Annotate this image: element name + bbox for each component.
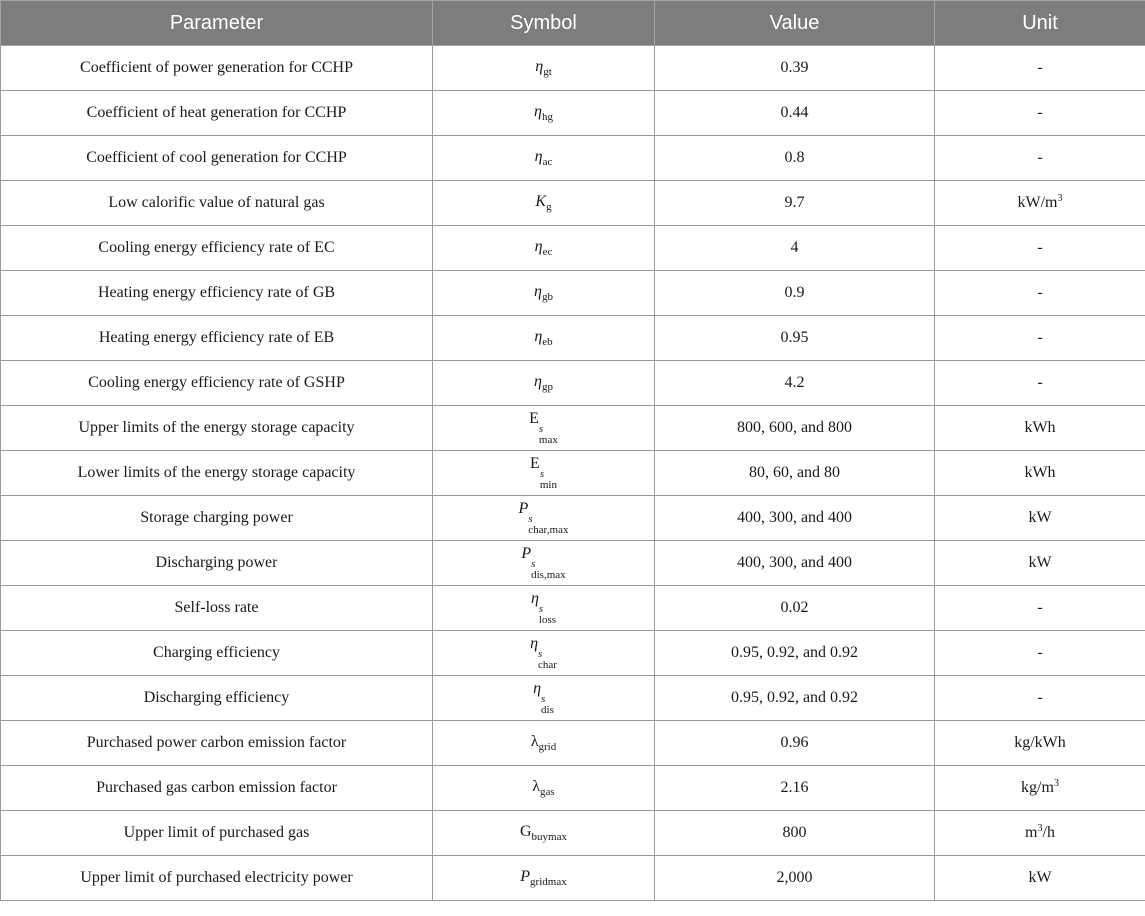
symbol-subscript: buymax <box>531 831 567 843</box>
cell-parameter: Coefficient of power generation for CCHP <box>1 46 433 91</box>
cell-parameter: Upper limits of the energy storage capacity <box>1 406 433 451</box>
cell-unit <box>935 811 1145 856</box>
cell-parameter: Self-loss rate <box>1 586 433 631</box>
table-row <box>1 361 1145 406</box>
cell-parameter: Cooling energy efficiency rate of GSHP <box>1 361 433 406</box>
cell-value: 0.9 <box>655 271 935 316</box>
unit-base: - <box>1037 644 1043 661</box>
cell-unit <box>935 676 1145 721</box>
symbol-superscript: s <box>538 648 543 660</box>
symbol-subscript: min <box>539 479 557 491</box>
symbol-subscript: eb <box>542 336 553 348</box>
cell-parameter: Low calorific value of natural gas <box>1 181 433 226</box>
symbol-scripts <box>539 424 558 446</box>
cell-parameter: Discharging efficiency <box>1 676 433 721</box>
symbol-expression <box>534 283 553 303</box>
cell-symbol <box>433 136 655 181</box>
symbol-scripts <box>528 514 568 536</box>
cell-symbol <box>433 496 655 541</box>
unit-text <box>1014 734 1066 751</box>
unit-text <box>1021 779 1059 796</box>
cell-parameter: Purchased power carbon emission factor <box>1 721 433 766</box>
symbol-scripts <box>540 469 557 491</box>
unit-tail: /h <box>1042 824 1055 841</box>
cell-value: 800, 600, and 800 <box>655 406 935 451</box>
cell-parameter: Heating energy efficiency rate of GB <box>1 271 433 316</box>
symbol-expression <box>535 58 552 78</box>
unit-base: kg/m <box>1021 779 1054 796</box>
symbol-base: E <box>529 410 539 427</box>
unit-text <box>1037 149 1042 166</box>
unit-text <box>1037 644 1042 661</box>
symbol-subscript: dis <box>541 704 554 716</box>
table-row <box>1 316 1145 361</box>
table-row <box>1 541 1145 586</box>
symbol-base: P <box>518 500 529 517</box>
table-row <box>1 46 1145 91</box>
unit-text <box>1037 329 1042 346</box>
table-row <box>1 856 1145 901</box>
table-row <box>1 631 1145 676</box>
table-row <box>1 766 1145 811</box>
symbol-base: P <box>520 868 531 885</box>
cell-symbol <box>433 586 655 631</box>
cell-value: 0.95, 0.92, and 0.92 <box>655 631 935 676</box>
cell-symbol <box>433 406 655 451</box>
symbol-scripts <box>531 559 566 581</box>
cell-parameter: Cooling energy efficiency rate of EC <box>1 226 433 271</box>
cell-symbol <box>433 451 655 496</box>
cell-value: 0.44 <box>655 91 935 136</box>
cell-symbol <box>433 766 655 811</box>
symbol-base: η <box>534 148 543 165</box>
cell-value: 4 <box>655 226 935 271</box>
unit-text <box>1037 104 1042 121</box>
cell-parameter: Lower limits of the energy storage capacity <box>1 451 433 496</box>
symbol-superscript: s <box>538 423 544 435</box>
cell-symbol <box>433 811 655 856</box>
symbol-subscript: g <box>546 201 552 213</box>
table-row <box>1 271 1145 316</box>
symbol-expression <box>535 193 551 213</box>
cell-unit <box>935 496 1145 541</box>
cell-unit <box>935 856 1145 901</box>
cell-value: 400, 300, and 400 <box>655 541 935 586</box>
symbol-expression <box>535 148 553 168</box>
cell-unit <box>935 316 1145 361</box>
cell-parameter: Charging efficiency <box>1 631 433 676</box>
cell-value: 80, 60, and 80 <box>655 451 935 496</box>
unit-base: kWh <box>1024 464 1056 481</box>
cell-unit <box>935 91 1145 136</box>
unit-base: kW <box>1028 509 1052 526</box>
cell-symbol <box>433 676 655 721</box>
header-symbol: Symbol <box>433 1 655 46</box>
symbol-subscript: loss <box>538 614 557 626</box>
cell-value: 0.96 <box>655 721 935 766</box>
cell-parameter: Upper limit of purchased electricity power <box>1 856 433 901</box>
unit-base: - <box>1037 59 1043 76</box>
table-row <box>1 226 1145 271</box>
symbol-expression <box>534 373 553 393</box>
symbol-expression <box>530 455 557 491</box>
header-row <box>1 1 1145 46</box>
header-unit: Unit <box>935 1 1145 46</box>
cell-symbol <box>433 316 655 361</box>
cell-symbol <box>433 541 655 586</box>
unit-text <box>1024 419 1055 436</box>
unit-text <box>1037 239 1042 256</box>
unit-base: kW <box>1028 554 1052 571</box>
table-row <box>1 406 1145 451</box>
cell-symbol <box>433 271 655 316</box>
unit-text <box>1028 554 1051 571</box>
cell-unit <box>935 586 1145 631</box>
unit-base: - <box>1037 239 1043 256</box>
cell-unit <box>935 766 1145 811</box>
symbol-base: η <box>530 635 538 652</box>
symbol-base: η <box>535 58 544 75</box>
cell-parameter: Heating energy efficiency rate of EB <box>1 316 433 361</box>
cell-parameter: Upper limit of purchased gas <box>1 811 433 856</box>
symbol-expression <box>534 328 552 348</box>
symbol-base: η <box>534 283 542 300</box>
unit-text <box>1024 464 1055 481</box>
symbol-superscript: s <box>541 693 546 705</box>
unit-text <box>1037 599 1042 616</box>
symbol-expression <box>534 103 553 123</box>
cell-value: 800 <box>655 811 935 856</box>
unit-text <box>1028 509 1051 526</box>
cell-symbol <box>433 631 655 676</box>
unit-base: - <box>1037 149 1043 166</box>
symbol-expression <box>532 778 554 798</box>
symbol-superscript: s <box>531 558 536 570</box>
unit-text <box>1025 824 1055 841</box>
unit-base: kW/m <box>1017 194 1058 211</box>
symbol-base: η <box>534 103 542 120</box>
cell-parameter: Purchased gas carbon emission factor <box>1 766 433 811</box>
symbol-base: η <box>534 238 543 255</box>
cell-parameter: Coefficient of cool generation for CCHP <box>1 136 433 181</box>
symbol-subscript: max <box>538 434 558 446</box>
cell-unit <box>935 451 1145 496</box>
unit-base: - <box>1037 329 1043 346</box>
cell-parameter: Storage charging power <box>1 496 433 541</box>
header-parameter: Parameter <box>1 1 433 46</box>
cell-value: 400, 300, and 400 <box>655 496 935 541</box>
cell-symbol <box>433 721 655 766</box>
table-row <box>1 496 1145 541</box>
unit-base: - <box>1037 599 1043 616</box>
table-row <box>1 811 1145 856</box>
symbol-base: E <box>530 455 540 472</box>
unit-superscript: 3 <box>1057 193 1063 204</box>
cell-unit <box>935 271 1145 316</box>
cell-value: 2.16 <box>655 766 935 811</box>
symbol-subscript: gas <box>540 786 555 798</box>
cell-unit <box>935 226 1145 271</box>
symbol-base: λ <box>530 733 539 750</box>
header-value: Value <box>655 1 935 46</box>
cell-symbol <box>433 226 655 271</box>
cell-value: 9.7 <box>655 181 935 226</box>
unit-base: kg/kWh <box>1014 734 1066 751</box>
symbol-expression <box>520 868 566 888</box>
symbol-base: η <box>530 590 539 607</box>
cell-parameter: Coefficient of heat generation for CCHP <box>1 91 433 136</box>
cell-value: 2,000 <box>655 856 935 901</box>
cell-unit <box>935 406 1145 451</box>
cell-value: 0.95 <box>655 316 935 361</box>
cell-value: 4.2 <box>655 361 935 406</box>
unit-base: - <box>1037 104 1043 121</box>
cell-symbol <box>433 856 655 901</box>
unit-base: m <box>1025 824 1038 841</box>
unit-base: kWh <box>1024 419 1056 436</box>
symbol-subscript: ac <box>542 156 553 168</box>
cell-symbol <box>433 91 655 136</box>
unit-base: - <box>1037 284 1043 301</box>
symbol-subscript: gb <box>541 291 553 303</box>
unit-text <box>1037 284 1042 301</box>
symbol-expression <box>519 500 569 536</box>
cell-unit <box>935 181 1145 226</box>
symbol-scripts <box>538 649 557 671</box>
unit-superscript: 3 <box>1037 823 1043 834</box>
symbol-expression <box>535 238 553 258</box>
symbol-base: P <box>521 545 532 562</box>
unit-text <box>1037 374 1042 391</box>
symbol-subscript: char,max <box>528 524 569 536</box>
cell-value: 0.8 <box>655 136 935 181</box>
symbol-superscript: s <box>528 513 533 525</box>
table-row <box>1 721 1145 766</box>
cell-symbol <box>433 181 655 226</box>
symbol-expression <box>531 590 556 626</box>
unit-superscript: 3 <box>1053 778 1059 789</box>
cell-value: 0.39 <box>655 46 935 91</box>
symbol-base: K <box>535 193 547 210</box>
symbol-subscript: gt <box>543 66 552 78</box>
symbol-expression <box>521 545 565 581</box>
table-row <box>1 451 1145 496</box>
unit-text <box>1028 869 1051 886</box>
cell-symbol <box>433 361 655 406</box>
cell-unit <box>935 136 1145 181</box>
symbol-base: η <box>533 680 542 697</box>
symbol-expression <box>531 733 557 753</box>
unit-text <box>1018 194 1063 211</box>
symbol-superscript: s <box>539 468 545 480</box>
symbol-superscript: s <box>538 603 544 615</box>
table-row <box>1 586 1145 631</box>
symbol-subscript: ec <box>542 246 553 258</box>
symbol-scripts <box>541 694 554 716</box>
symbol-expression <box>530 635 557 671</box>
cell-unit <box>935 46 1145 91</box>
unit-text <box>1037 59 1042 76</box>
cell-symbol <box>433 46 655 91</box>
cell-value: 0.95, 0.92, and 0.92 <box>655 676 935 721</box>
symbol-expression <box>529 410 558 446</box>
symbol-base: G <box>519 823 532 840</box>
symbol-scripts <box>539 604 556 626</box>
cell-parameter: Discharging power <box>1 541 433 586</box>
cell-unit <box>935 541 1145 586</box>
symbol-base: η <box>534 373 542 390</box>
cell-unit <box>935 721 1145 766</box>
cell-unit <box>935 631 1145 676</box>
unit-base: kW <box>1028 869 1052 886</box>
symbol-expression <box>520 823 567 843</box>
table-row <box>1 676 1145 721</box>
unit-base: - <box>1037 689 1043 706</box>
symbol-subscript: gridmax <box>530 876 567 888</box>
symbol-base: η <box>534 328 543 345</box>
cell-value: 0.02 <box>655 586 935 631</box>
symbol-subscript: grid <box>538 741 557 753</box>
symbol-base: λ <box>532 778 541 795</box>
unit-text <box>1037 689 1042 706</box>
symbol-subscript: char <box>538 659 557 671</box>
table-row <box>1 181 1145 226</box>
symbol-subscript: dis,max <box>531 569 566 581</box>
symbol-expression <box>533 680 554 716</box>
symbol-subscript: gp <box>541 381 553 393</box>
table-row <box>1 136 1145 181</box>
cell-unit <box>935 361 1145 406</box>
table-body <box>1 46 1145 901</box>
symbol-subscript: hg <box>541 111 553 123</box>
table-row <box>1 91 1145 136</box>
unit-base: - <box>1037 374 1043 391</box>
